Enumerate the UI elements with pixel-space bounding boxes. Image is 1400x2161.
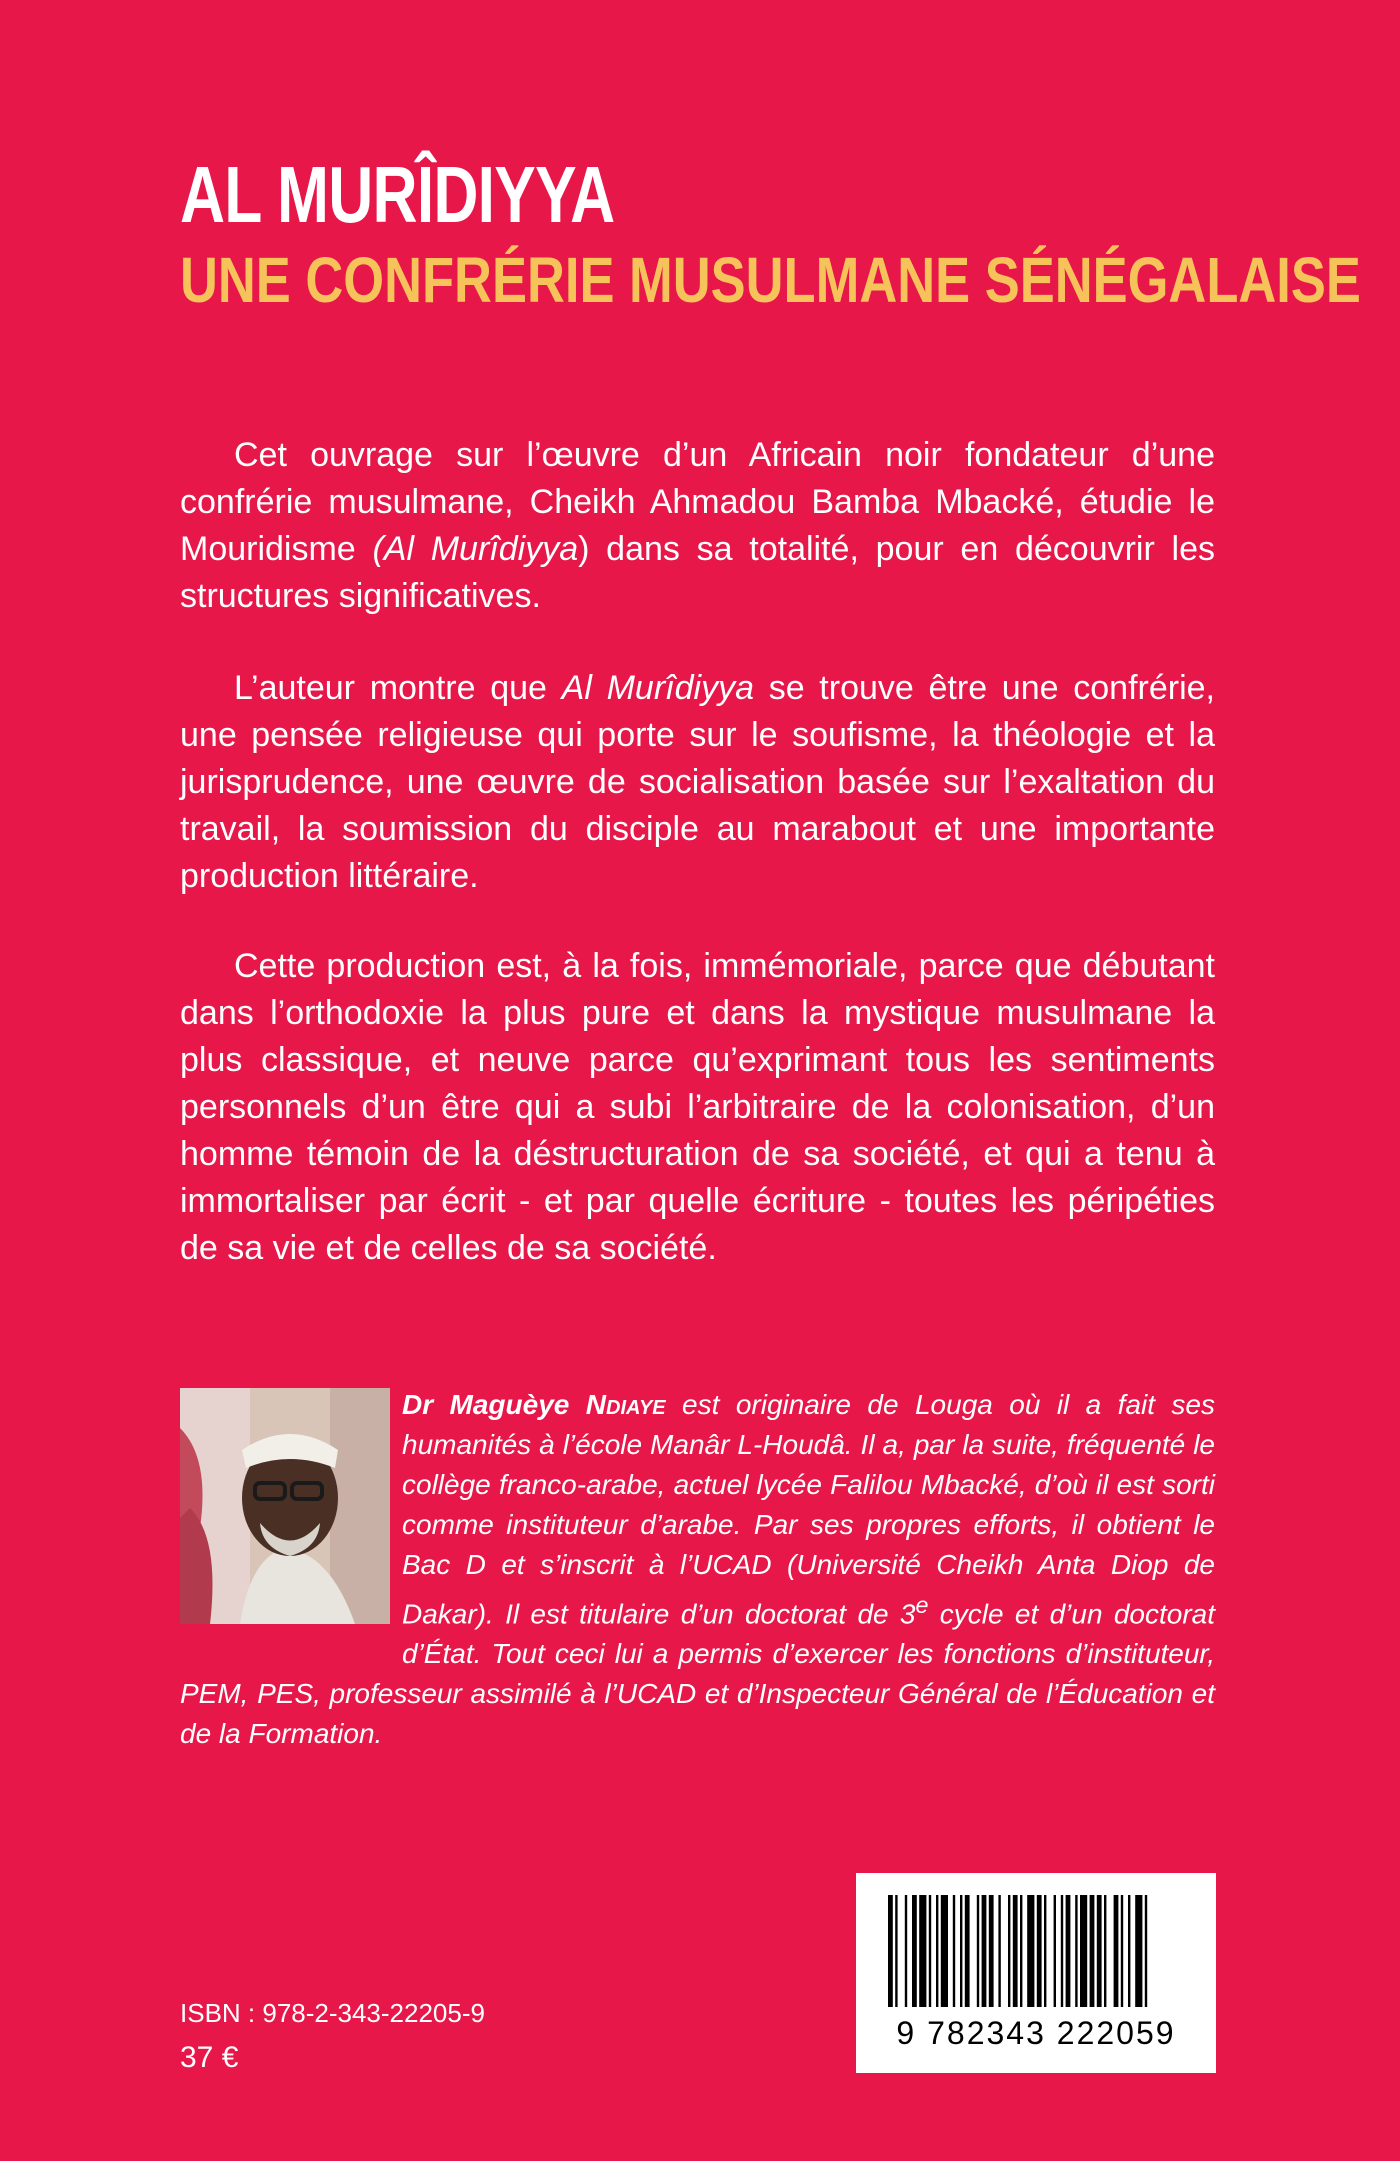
barcode-digits: 9 782343 222059 — [896, 2015, 1176, 2051]
blurb-p2-text-end: se trouve être une confrérie, une pensée religieuse qui porte sur le soufisme, la théologie et la jurisprudence, une œuvre de socialisation basée sur l’exaltation du travail, la soumission du disciple au marabout et une importante production littéraire. — [180, 669, 1215, 895]
blurb-p1-text-end: ) dans sa totalité, pour en découvrir les structures significatives. — [180, 530, 1215, 615]
price: 37 € — [180, 2041, 239, 2074]
book-subtitle: UNE CONFRÉRIE MUSULMANE SÉNÉGALAISE — [180, 244, 1361, 316]
book-title: AL MURÎDIYYA — [180, 150, 615, 239]
author-bio-superscript: e — [915, 1592, 929, 1618]
blurb-paragraph-1 — [180, 432, 1215, 620]
isbn: ISBN : 978-2-343-22205-9 — [180, 1998, 485, 2028]
blurb-p1-text: Cet ouvrage sur l’œuvre d’un Africain noir fondateur d’une confrérie musulmane, Cheikh Ahmadou Bamba Mbacké, étudie le Mouridisme — [180, 436, 1215, 568]
blurb-p2-italic: Al Murîdiyya — [561, 669, 754, 707]
author-bio-text-end: cycle et d’un doctorat d’État. Tout ceci lui a permis d’exercer les fonctions d’instituteur, PEM, PES, professeur assimilé à l’UCAD et d’Inspecteur Général de l’Éducation et de la Formation. — [180, 1598, 1216, 1750]
photo-spacer — [180, 1385, 402, 1641]
blurb-paragraph-3: Cette production est, à la fois, immémoriale, parce que débutant dans l’orthodoxie la plus pure et dans la mystique musulmane la plus classique, et neuve parce qu’exprimant tous les sentiments personnels d’un être qui a subi l’arbitraire de la colonisation, d’un homme témoin de la déstructuration de sa société, et qui a tenu à immortaliser par écrit - et par quelle écriture - toutes les péripéties de sa vie et de celles de sa société. — [180, 947, 1215, 1267]
author-bio-text: est originaire de Louga où il a fait ses humanités à l’école Manâr L-Houdâ. Il a, par la suite, fréquenté le collège franco-arabe, actuel lycée Falilou Mbacké, d’où il est sorti comme instituteur d’arabe. Par ses propres efforts, il obtient le Bac D et s’inscrit à l’UCAD (Université Cheikh Anta Diop de Dakar). Il est titulaire d’un doctorat de 3 — [402, 1389, 1216, 1630]
author-last-name: Ndiaye — [585, 1389, 666, 1420]
barcode — [856, 1873, 1216, 2073]
author-name — [402, 1389, 666, 1420]
blurb-p2-text: L’auteur montre que — [234, 669, 562, 707]
author-bio — [180, 1385, 1215, 1754]
blurb-p1-italic: (Al Murîdiyya — [372, 530, 579, 568]
author-first-name: Dr Maguèye — [402, 1389, 586, 1420]
blurb-paragraph-2 — [180, 665, 1215, 900]
